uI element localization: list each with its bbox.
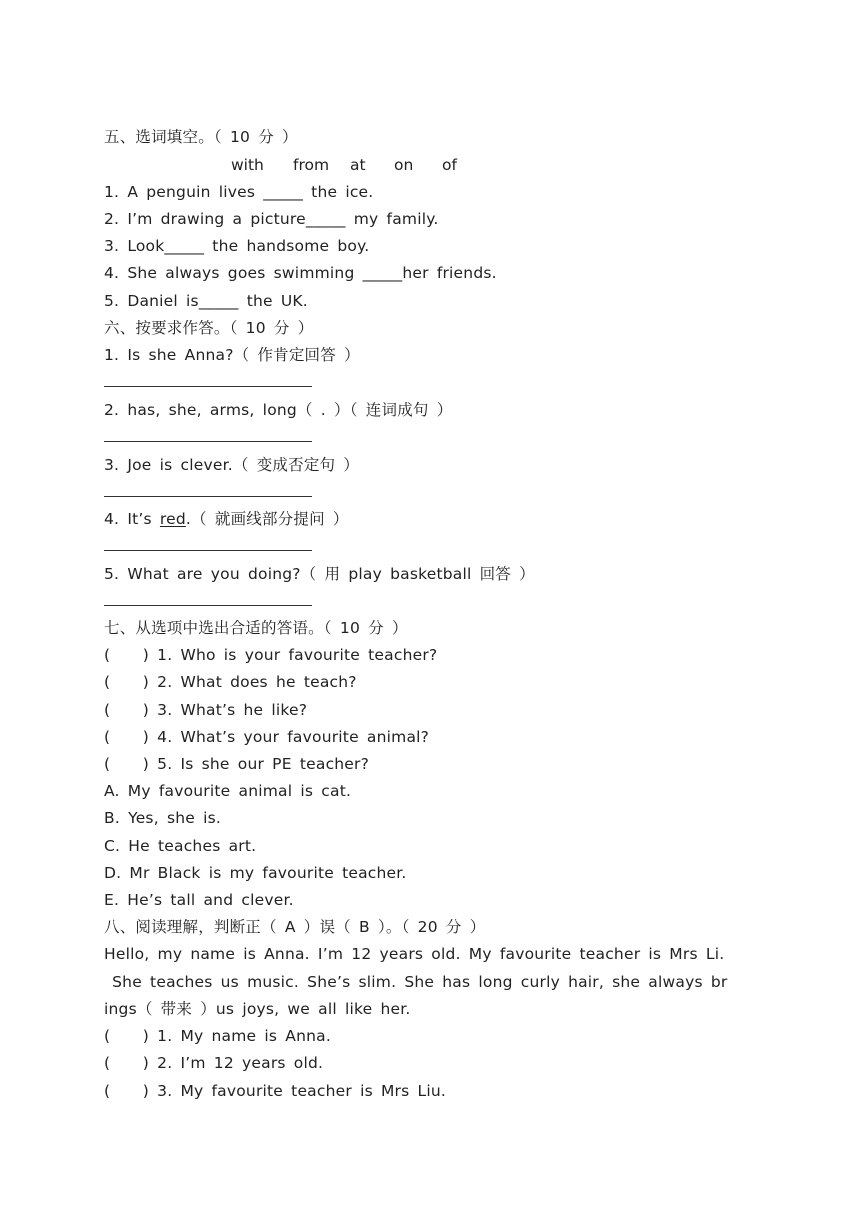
section-5-title: 五、选词填空。（ 10 分 ） <box>104 128 298 146</box>
word-bank-at: at <box>350 156 366 174</box>
section-6-title: 六、按要求作答。（ 10 分 ） <box>104 319 314 337</box>
section-7-question-5: ( ) 5. Is she our PE teacher? <box>104 755 370 773</box>
section-8-question-3: ( ) 3. My favourite teacher is Mrs Liu. <box>104 1082 447 1100</box>
question-4-suffix: .（ 就画线部分提问 ） <box>185 510 349 528</box>
word-bank-with: with <box>231 156 264 174</box>
answer-line-4 <box>104 550 312 551</box>
passage-line-3: ings（ 带来 ）us joys, we all like her. <box>104 1000 411 1018</box>
section-6-question-2: 2. has, she, arms, long（ . ）（ 连词成句 ） <box>104 401 453 419</box>
section-7-question-2: ( ) 2. What does he teach? <box>104 673 357 691</box>
section-5-item-5: 5. Daniel is_____ the UK. <box>104 292 308 310</box>
section-7-title: 七、从选项中选出合适的答语。（ 10 分 ） <box>104 619 408 637</box>
section-6-question-1: 1. Is she Anna?（ 作肯定回答 ） <box>104 346 360 364</box>
section-5-item-4: 4. She always goes swimming _____her friends. <box>104 264 497 282</box>
word-bank-on: on <box>394 156 414 174</box>
answer-line-3 <box>104 496 312 497</box>
section-7-option-a: A. My favourite animal is cat. <box>104 782 352 800</box>
section-8-question-2: ( ) 2. I’m 12 years old. <box>104 1054 324 1072</box>
section-6-question-4 <box>104 509 349 529</box>
section-5-item-2: 2. I’m drawing a picture_____ my family. <box>104 210 439 228</box>
underlined-word: red <box>159 510 186 528</box>
passage-line-2: She teaches us music. She’s slim. She has long curly hair, she always br <box>104 973 728 991</box>
section-6-question-3: 3. Joe is clever.（ 变成否定句 ） <box>104 456 360 474</box>
answer-line-5 <box>104 605 312 606</box>
section-5-item-1: 1. A penguin lives _____ the ice. <box>104 183 374 201</box>
section-8-title: 八、阅读理解，判断正（ A ）误（ B ）。（ 20 分 ） <box>104 918 486 936</box>
section-7-option-c: C. He teaches art. <box>104 837 257 855</box>
section-7-question-1: ( ) 1. Who is your favourite teacher? <box>104 646 438 664</box>
passage-line-1: Hello, my name is Anna. I’m 12 years old. My favourite teacher is Mrs Li. <box>104 945 725 963</box>
section-8-question-1: ( ) 1. My name is Anna. <box>104 1027 331 1045</box>
section-7-question-3: ( ) 3. What’s he like? <box>104 701 308 719</box>
section-7-question-4: ( ) 4. What’s your favourite animal? <box>104 728 430 746</box>
section-6-question-5: 5. What are you doing?（ 用 play basketball 回答 ） <box>104 565 535 583</box>
answer-line-2 <box>104 441 312 442</box>
question-4-prefix: 4. It’s <box>104 510 160 528</box>
word-bank-from: from <box>293 156 330 174</box>
section-5-item-3: 3. Look_____ the handsome boy. <box>104 237 370 255</box>
answer-line-1 <box>104 386 312 387</box>
section-7-option-b: B. Yes, she is. <box>104 809 222 827</box>
section-7-option-e: E. He’s tall and clever. <box>104 891 294 909</box>
section-7-option-d: D. Mr Black is my favourite teacher. <box>104 864 407 882</box>
word-bank-of: of <box>442 156 457 174</box>
